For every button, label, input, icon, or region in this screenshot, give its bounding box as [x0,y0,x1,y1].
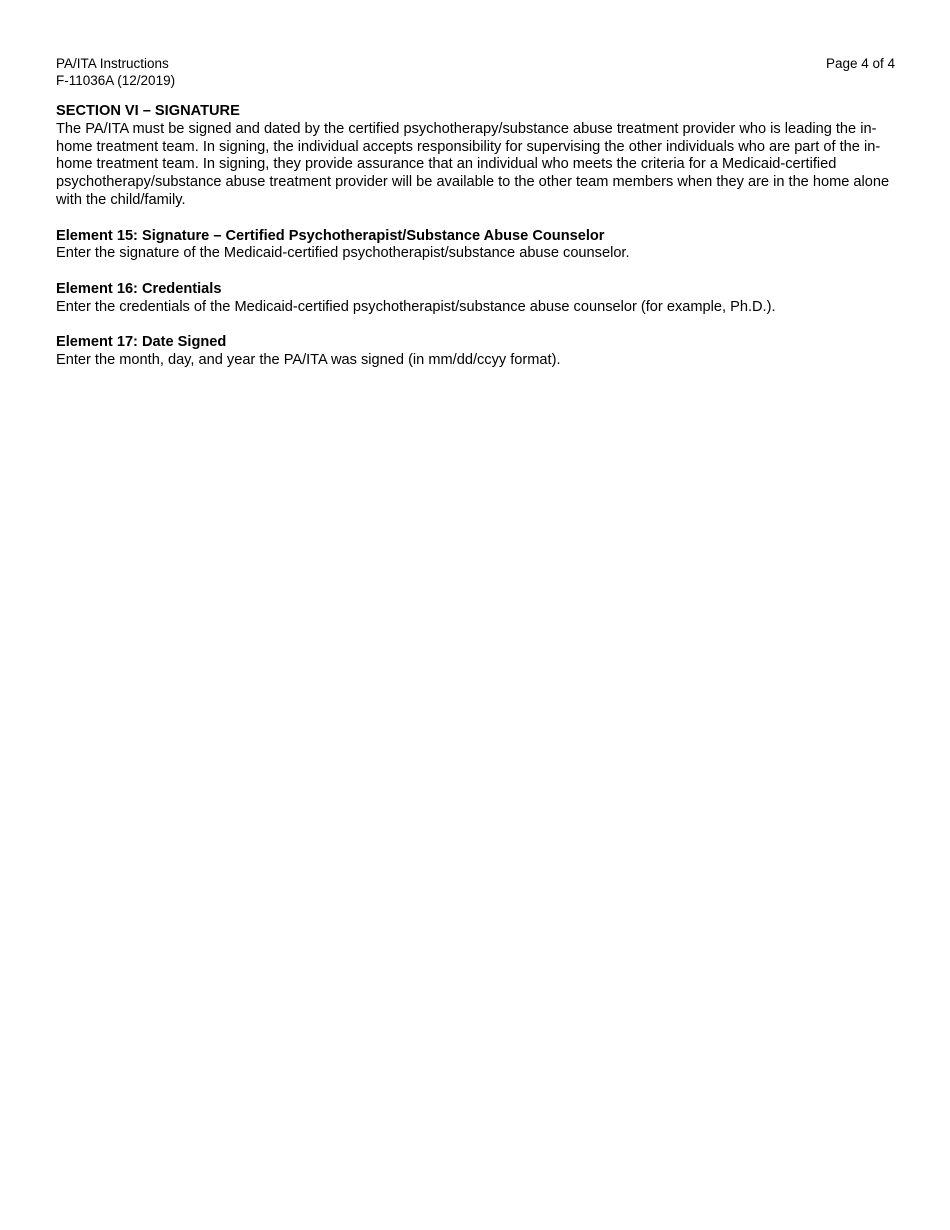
page-header [56,55,895,89]
form-number: F-11036A (12/2019) [56,73,176,88]
header-left-block [56,55,175,89]
section-heading: SECTION VI – SIGNATURE [56,103,240,119]
element-15-heading: Element 15: Signature – Certified Psychotherapist/Substance Abuse Counselor [56,227,605,244]
element-16-block [56,281,896,317]
element-17-text: Enter the month, day, and year the PA/ITA was signed (in mm/dd/ccyy format). [56,352,561,369]
element-16-heading: Element 16: Credentials [56,280,222,297]
element-16-text: Enter the credentials of the Medicaid-certified psychotherapist/substance abuse counselor (for example, Ph.D.). [56,298,776,315]
element-15-text: Enter the signature of the Medicaid-certified psychotherapist/substance abuse counselor. [56,245,630,262]
page-content [56,103,896,370]
element-15-block [56,228,896,264]
section-signature [56,103,896,210]
page-number: Page 4 of 4 [825,56,895,71]
element-17-block [56,334,896,370]
section-body: The PA/ITA must be signed and dated by the certified psychotherapy/substance abuse treatment provider who is leading the in-home treatment team. In signing, the individual accepts responsibility for supervising the other individuals who are part of the in-home treatment team. In signing, they provide assurance that an individual who meets the criteria for a Medicaid-certified psychotherapy/substance abuse treatment provider will be available to the other team members when they are in the home alone with the child/family. [56,120,890,208]
document-title: PA/ITA Instructions [56,56,169,71]
element-17-heading: Element 17: Date Signed [56,334,227,351]
